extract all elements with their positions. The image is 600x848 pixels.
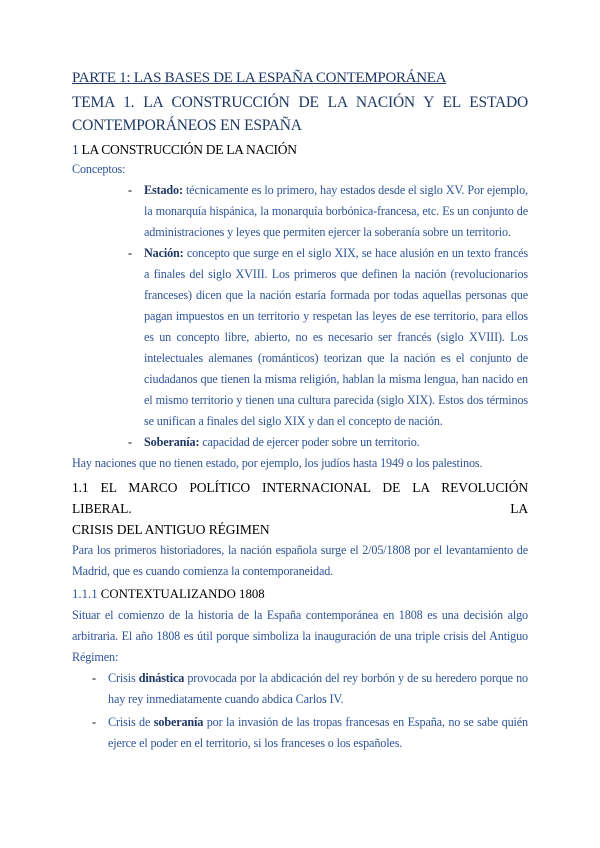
list-dash: - [92, 715, 96, 729]
section-1-1-1-heading [72, 584, 528, 605]
crisis-post: por la invasión de las tropas francesas en España, no se sabe quién ejerce el poder en el territorio, si los franceses o los españoles. [108, 715, 528, 750]
list-dash: - [128, 246, 132, 260]
section-1-1-line2: CRISIS DEL ANTIGUO RÉGIMEN [72, 522, 270, 537]
concept-text: técnicamente es lo primero, hay estados desde el siglo XV. Por ejemplo, la monarquía hispánica, la monarquía borbónica-francesa, etc. Es un conjunto de administraciones y leyes que permiten ejercer la soberanía sobre un territorio. [144, 183, 528, 239]
section-1-1-1-title: CONTEXTUALIZANDO 1808 [100, 587, 265, 601]
crisis-item-soberania [72, 712, 528, 754]
section-1-1-paragraph: Para los primeros historiadores, la nación española surge el 2/05/1808 por el levantamiento de Madrid, que es cuando comienza la contemporaneidad. [72, 543, 528, 578]
conceptos-label: Conceptos: [72, 162, 126, 176]
section-1-title: LA CONSTRUCCIÓN DE LA NACIÓN [81, 142, 297, 157]
document-content [72, 70, 528, 756]
list-dash: - [128, 183, 132, 197]
list-dash: - [128, 435, 132, 449]
concept-item-estado [72, 180, 528, 243]
concept-item-nacion [72, 243, 528, 432]
concepts-list [72, 180, 528, 453]
crisis-term: soberanía [153, 715, 204, 729]
concept-term: Estado: [144, 183, 183, 197]
section-1-heading [72, 142, 528, 158]
list-dash: - [92, 671, 96, 685]
crisis-pre: Crisis de [108, 715, 154, 729]
concept-term: Soberanía: [144, 435, 200, 449]
crisis-post: provocada por la abdicación del rey borbón y de su heredero porque no hay rey inmediatamente cuando abdica Carlos IV. [108, 671, 528, 706]
section-1-1-1-number: 1.1.1 [72, 587, 98, 601]
tema-title [72, 91, 528, 137]
concept-text: capacidad de ejercer poder sobre un territorio. [199, 435, 420, 449]
section-1-1-heading [72, 477, 528, 540]
section-1-1-line1: 1.1 EL MARCO POLÍTICO INTERNACIONAL DE LA REVOLUCIÓN LIBERAL. LA [72, 480, 528, 516]
crisis-item-dinastica [72, 668, 528, 710]
crisis-list [72, 668, 528, 754]
tema-title-line2: CONTEMPORÁNEOS EN ESPAÑA [72, 117, 302, 134]
concept-term: Nación: [144, 246, 184, 260]
concept-text: concepto que surge en el siglo XIX, se hace alusión en un texto francés a finales del siglo XVIII. Los primeros que definen la nación (revolucionarios franceses) dicen que la nación estaría formada por todas aquellas personas que pagan impuestos en un territorio y respetan las leyes de ese territorio, para ellos es un concepto libre, abierto, no es necesario ser francés (siglo XVIII). Los intelectuales alemanes (románticos) teorizan que la nación es el conjunto de ciudadanos que tienen la misma religión, hablan la misma lengua, han nacido en el mismo territorio y tienen una cultura parecida (siglo XIX). Estos dos términos se unifican a finales del siglo XIX y dan el concepto de nación. [144, 246, 528, 428]
naciones-paragraph: Hay naciones que no tienen estado, por ejemplo, los judíos hasta 1949 o los palestinos. [72, 456, 483, 470]
concept-item-soberania [72, 432, 528, 453]
part-title: PARTE 1: LAS BASES DE LA ESPAÑA CONTEMPORÁNEA [72, 70, 447, 86]
section-1-number: 1 [72, 142, 79, 157]
crisis-pre: Crisis [108, 671, 139, 685]
section-1-1-1-paragraph: Situar el comienzo de la historia de la España contemporánea en 1808 es una decisión algo arbitraria. El año 1808 es útil porque simboliza la inauguración de una triple crisis del Antiguo Régimen: [72, 608, 528, 664]
crisis-term: dinástica [138, 671, 185, 685]
tema-title-line1: TEMA 1. LA CONSTRUCCIÓN DE LA NACIÓN Y EL ESTADO [72, 94, 528, 111]
